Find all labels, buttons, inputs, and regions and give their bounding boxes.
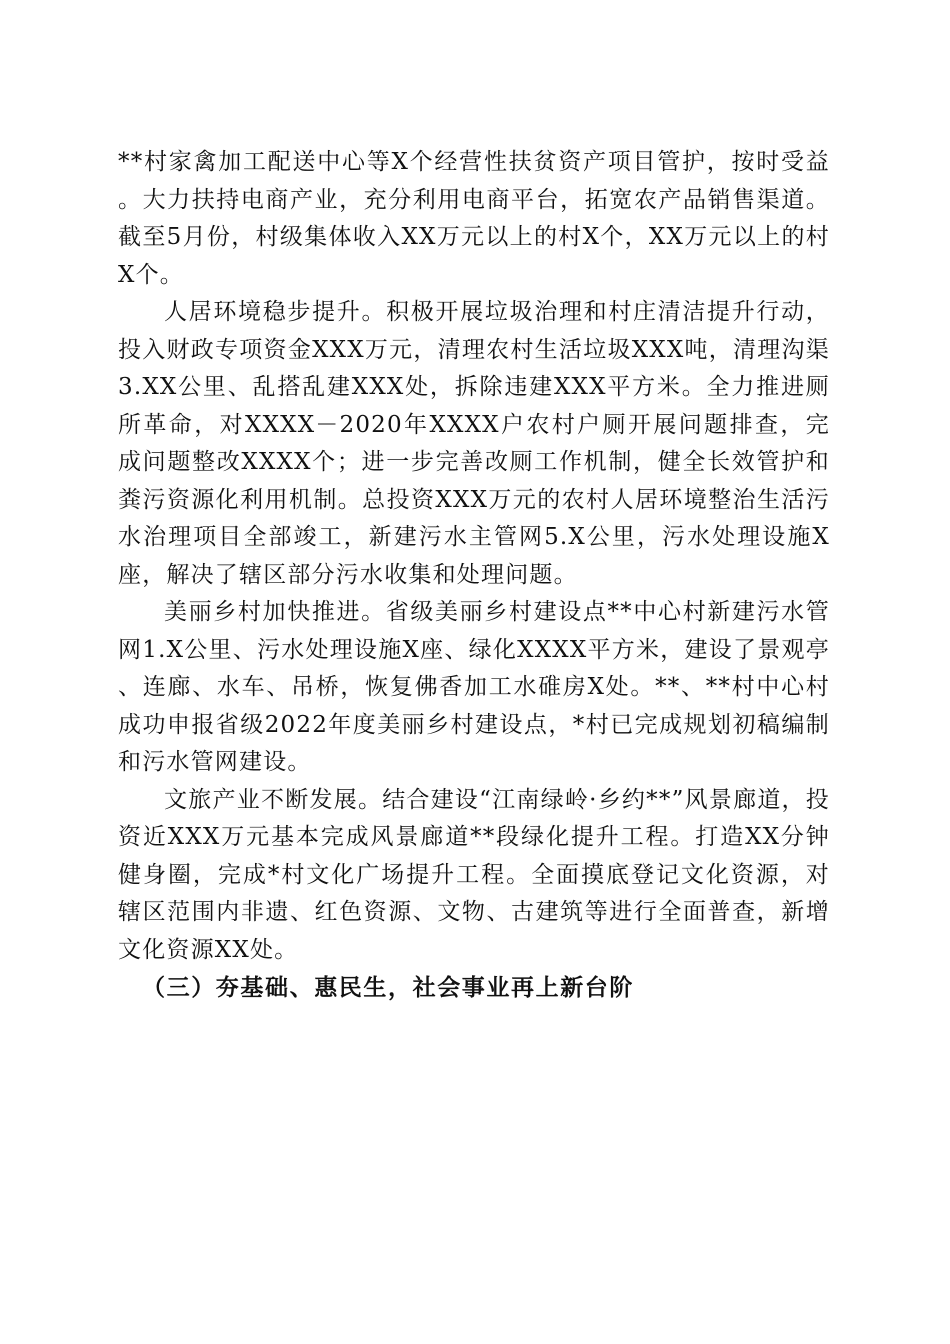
paragraph-living-environment: 人居环境稳步提升。积极开展垃圾治理和村庄清洁提升行动，投入财政专项资金XXX万元，清理农村生活垃圾XXX吨，清理沟渠3.XX公里、乱搭乱建XXX处，拆除违建XXX平方米。全力推进厕所革命，对XXXX－2020年XXXX户农村户厕开展问题排查，完成问题整改XXXX个；进一步完善改厕工作机制，健全长效管护和粪污资源化利用机制。总投资XXX万元的农村人居环境整治生活污水治理项目全部竣工，新建污水主管网5.X公里，污水处理设施X座，解决了辖区部分污水收集和处理问题。	[118, 299, 830, 588]
document-body	[118, 144, 830, 1007]
section-heading: （三）夯基础、惠民生，社会事业再上新台阶	[142, 974, 634, 1001]
paragraph-beautiful-village: 美丽乡村加快推进。省级美丽乡村建设点**中心村新建污水管网1.X公里、污水处理设施X座、绿化XXXX平方米，建设了景观亭、连廊、水车、吊桥，恢复佛香加工水碓房X处。**、**村中心村成功申报省级2022年度美丽乡村建设点，*村已完成规划初稿编制和污水管网建设。	[118, 599, 830, 775]
paragraph-culture-tourism: 文旅产业不断发展。结合建设“江南绿岭·乡约**”风景廊道，投资近XXX万元基本完成风景廊道**段绿化提升工程。打造XX分钟健身圈，完成*村文化广场提升工程。全面摸底登记文化资源，对辖区范围内非遗、红色资源、文物、古建筑等进行全面普查，新增文化资源XX处。	[118, 786, 830, 963]
paragraph-assets-income: **村家禽加工配送中心等X个经营性扶贫资产项目管护，按时受益。大力扶持电商产业，充分利用电商平台，拓宽农产品销售渠道。截至5月份，村级集体收入XX万元以上的村X个，XX万元以上的村X个。	[118, 149, 830, 288]
